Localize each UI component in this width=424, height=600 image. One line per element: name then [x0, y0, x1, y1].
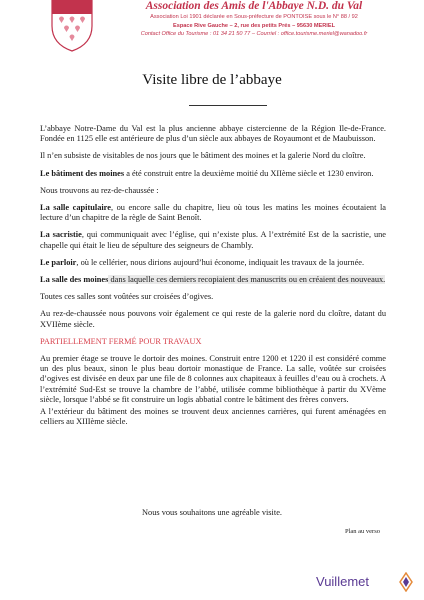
chapter-house-text: , ou encore salle du chapitre, lieu où tous les matins les moines écoutaient la lecture d’un chapitre de la règle de Saint Benoît.	[40, 203, 386, 223]
closure-notice: PARTIELLEMENT FERMÉ POUR TRAVAUX	[40, 336, 202, 346]
association-address: Espace Rive Gauche – 2, rue des petits Prés – 95630 MERIEL	[173, 22, 335, 29]
printer-logo-icon	[398, 572, 414, 592]
chapter-house-heading: La salle capitulaire	[40, 203, 111, 213]
sacristy-text: , qui communiquait avec l’église, qui n’existe plus. A l’extrémité Est de la sacristie, une chapelle qui était le lieu de sépulture des seigneurs de Chambly.	[40, 230, 386, 250]
plan-on-back-note: Plan au verso	[344, 528, 380, 535]
closing-wish: Nous vous souhaitons une agréable visite.	[142, 508, 282, 517]
paragraph-intro: L’abbaye Notre-Dame du Val est la plus ancienne abbaye cistercienne de la Région Ile-de-France. Fondée en 1125 elle est antérieure de plus d’un siècle aux abbayes de Royaumont et de Maubuisson.	[40, 124, 386, 144]
monks-hall-heading: La salle des moines	[40, 275, 109, 285]
paragraph-sacristy	[40, 230, 386, 250]
paragraph-quarries: A l’extérieur du bâtiment des moines se trouvent deux anciennes carrières, qui furent aménagées en celliers au XIIIème siècle.	[40, 407, 386, 427]
parlour-text: , où le cellérier, nous dirions aujourd’hui économe, indiquait les travaux de la journée.	[76, 257, 365, 267]
letterhead	[104, 0, 404, 39]
printer-logo: Vuillemet	[316, 574, 369, 589]
document-body	[40, 124, 386, 434]
paragraph-chapter-house	[40, 203, 386, 223]
coat-of-arms-icon	[50, 0, 94, 52]
paragraph-monks-building	[40, 169, 386, 179]
monks-building-heading: Le bâtiment des moines	[40, 168, 125, 178]
association-contact: Contact Office du Tourisme : 01 34 21 50 77 – Courriel : office.tourisme.meriel@wanadoo.fr	[140, 31, 368, 37]
monks-hall-text: dans laquelle ces derniers recopiaient des manuscrits ou en créaient des nouveaux.	[108, 275, 386, 285]
paragraph-first-floor: Au premier étage se trouve le dortoir des moines. Construit entre 1200 et 1220 il est considéré comme un des plus beaux, sinon le plus beau dortoir monastique de France. La salle, voûtée sur croisées d’ogives est divisée en deux par une file de 8 colonnes aux chapiteaux à feuilles d’eau ou à crochets. A l’extrémité Sud-Est se trouve la chambre de l’abbé, utilisée comme bibliothèque à partir du XVème siècle, lorsque l’abbé se fit construire un logis abbatial contre le bâtiment des frères convers.	[40, 354, 386, 404]
paragraph-monks-hall	[40, 275, 386, 285]
sacristy-heading: La sacristie	[40, 230, 82, 240]
parlour-heading: Le parloir	[40, 257, 77, 267]
paragraph-vaults: Toutes ces salles sont voûtées sur croisées d’ogives.	[40, 292, 214, 302]
title-divider	[189, 105, 267, 106]
page-title: Visite libre de l’abbaye	[142, 72, 282, 88]
paragraph-remains: Il n’en subsiste de visitables de nos jours que le bâtiment des moines et la galerie Nord du cloître.	[40, 151, 366, 161]
paragraph-parlour	[40, 258, 386, 268]
association-registration: Association Loi 1901 déclarée en Sous-préfecture de PONTOISE sous le N° 88 / 92	[150, 14, 358, 20]
monks-building-text: a été construit entre la deuxième moitié du XIIème siècle et 1230 environ.	[124, 168, 374, 178]
paragraph-ground-floor: Nous trouvons au rez-de-chaussée :	[40, 185, 159, 195]
association-name: Association des Amis de l'Abbaye N.D. du Val	[145, 0, 363, 12]
paragraph-cloister: Au rez-de-chaussée nous pouvons voir également ce qui reste de la galerie nord du cloître, datant du XVIIème siècle.	[40, 309, 386, 329]
